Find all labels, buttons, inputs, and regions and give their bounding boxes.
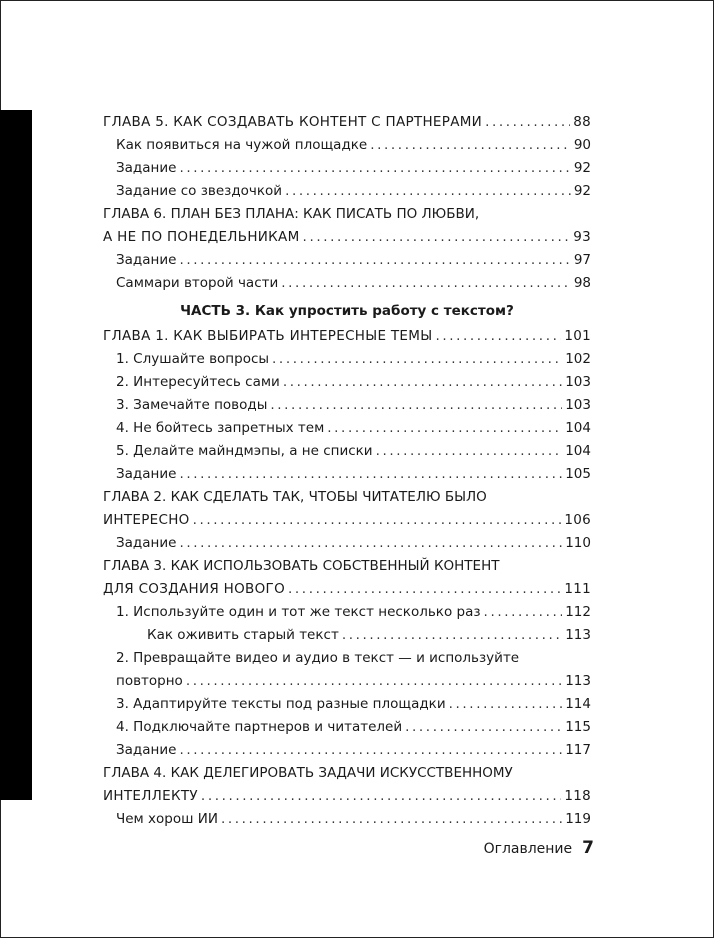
toc-title: ГЛАВА 5. КАК СОЗДАВАТЬ КОНТЕНТ С ПАРТНЕРАМИ bbox=[103, 114, 483, 130]
toc-chapter-line[interactable]: ГЛАВА 3. КАК ИСПОЛЬЗОВАТЬ СОБСТВЕННЫЙ КОНТЕНТ bbox=[103, 558, 500, 574]
dot-leader bbox=[179, 252, 570, 268]
toc-title: Задание bbox=[116, 466, 177, 482]
toc-title: Задание со звездочкой bbox=[116, 183, 283, 199]
dot-leader bbox=[270, 397, 562, 413]
toc-item[interactable] bbox=[103, 176, 591, 199]
dot-leader bbox=[485, 114, 570, 130]
toc-page: 103 bbox=[565, 374, 591, 390]
dot-leader bbox=[272, 351, 562, 367]
side-bar bbox=[0, 110, 32, 800]
footer-section-label: Оглавление bbox=[483, 841, 573, 857]
dot-leader bbox=[193, 512, 562, 528]
toc-title: А НЕ ПО ПОНЕДЕЛЬНИКАМ bbox=[103, 229, 300, 245]
toc-item[interactable] bbox=[103, 436, 591, 459]
dot-leader bbox=[179, 742, 562, 758]
toc-item[interactable] bbox=[103, 735, 591, 758]
dot-leader bbox=[376, 443, 563, 459]
toc-item[interactable] bbox=[103, 459, 591, 482]
toc-title: 1. Используйте один и тот же текст несколько раз bbox=[116, 604, 481, 620]
toc-title: повторно bbox=[116, 673, 183, 689]
dot-leader bbox=[281, 275, 571, 291]
toc-page: 118 bbox=[564, 788, 591, 804]
toc-chapter[interactable] bbox=[103, 222, 591, 245]
toc-item[interactable] bbox=[103, 597, 591, 620]
toc-title: 3. Замечайте поводы bbox=[116, 397, 268, 413]
toc-item[interactable] bbox=[103, 804, 591, 827]
toc-chapter[interactable] bbox=[103, 321, 591, 344]
toc-title: ГЛАВА 1. КАК ВЫБИРАТЬ ИНТЕРЕСНЫЕ ТЕМЫ bbox=[103, 328, 433, 344]
dot-leader bbox=[283, 374, 562, 390]
toc-item-line[interactable]: 2. Превращайте видео и аудио в текст — и используйте bbox=[116, 650, 520, 666]
toc-chapter-line[interactable]: ГЛАВА 2. КАК СДЕЛАТЬ ТАК, ЧТОБЫ ЧИТАТЕЛЮ БЫЛО bbox=[103, 489, 487, 505]
dot-leader bbox=[342, 627, 562, 643]
toc-chapter-line[interactable]: ГЛАВА 4. КАК ДЕЛЕГИРОВАТЬ ЗАДАЧИ ИСКУССТВЕННОМУ bbox=[103, 765, 513, 781]
toc-page: 105 bbox=[565, 466, 591, 482]
dot-leader bbox=[435, 328, 561, 344]
toc-chapter[interactable] bbox=[103, 574, 591, 597]
toc-page: 88 bbox=[573, 114, 591, 130]
dot-leader bbox=[179, 160, 570, 176]
dot-leader bbox=[327, 420, 562, 436]
toc-item[interactable] bbox=[103, 528, 591, 551]
toc-item[interactable] bbox=[103, 390, 591, 413]
dot-leader bbox=[303, 229, 571, 245]
toc-title: Чем хорош ИИ bbox=[116, 811, 218, 827]
dot-leader bbox=[285, 183, 571, 199]
dot-leader bbox=[484, 604, 563, 620]
toc-title: Как оживить старый текст bbox=[147, 627, 339, 643]
toc-page: 115 bbox=[565, 719, 591, 735]
toc-page: 103 bbox=[565, 397, 591, 413]
dot-leader bbox=[186, 673, 562, 689]
dot-leader bbox=[405, 719, 562, 735]
toc-page: 92 bbox=[573, 183, 591, 199]
toc-title: Задание bbox=[116, 160, 177, 176]
toc-item[interactable] bbox=[103, 268, 591, 291]
toc-page: 90 bbox=[573, 137, 591, 153]
toc-title: ДЛЯ СОЗДАНИЯ НОВОГО bbox=[103, 581, 286, 597]
toc-item[interactable] bbox=[103, 367, 591, 390]
toc-item[interactable] bbox=[103, 344, 591, 367]
part-heading[interactable]: ЧАСТЬ 3. Как упростить работу с текстом? bbox=[180, 303, 514, 319]
toc-title: 3. Адаптируйте тексты под разные площадки bbox=[116, 696, 446, 712]
toc-item[interactable] bbox=[103, 130, 591, 153]
toc-chapter-line[interactable]: ГЛАВА 6. ПЛАН БЕЗ ПЛАНА: КАК ПИСАТЬ ПО ЛЮБВИ, bbox=[103, 206, 480, 222]
toc-subitem[interactable] bbox=[103, 620, 591, 643]
toc-chapter[interactable] bbox=[103, 107, 591, 130]
toc-page: 97 bbox=[573, 252, 591, 268]
dot-leader bbox=[449, 696, 563, 712]
dot-leader bbox=[201, 788, 561, 804]
toc-page: 98 bbox=[573, 275, 591, 291]
toc-page: 110 bbox=[565, 535, 591, 551]
dot-leader bbox=[288, 581, 561, 597]
toc-page: 101 bbox=[564, 328, 591, 344]
table-of-contents bbox=[103, 107, 591, 827]
toc-page: 111 bbox=[564, 581, 591, 597]
toc-item[interactable] bbox=[103, 245, 591, 268]
toc-title: Как появиться на чужой площадке bbox=[116, 137, 368, 153]
toc-title: Задание bbox=[116, 252, 177, 268]
toc-page: 106 bbox=[564, 512, 591, 528]
toc-title: 4. Подключайте партнеров и читателей bbox=[116, 719, 403, 735]
toc-title: 4. Не бойтесь запретных тем bbox=[116, 420, 325, 436]
toc-page: 113 bbox=[565, 627, 591, 643]
toc-page: 104 bbox=[565, 420, 591, 436]
toc-chapter[interactable] bbox=[103, 505, 591, 528]
toc-page: 93 bbox=[573, 229, 591, 245]
toc-page: 112 bbox=[565, 604, 591, 620]
dot-leader bbox=[179, 535, 562, 551]
toc-page: 117 bbox=[565, 742, 591, 758]
toc-page: 119 bbox=[565, 811, 591, 827]
toc-page: 102 bbox=[565, 351, 591, 367]
toc-page: 104 bbox=[565, 443, 591, 459]
toc-title: ИНТЕРЕСНО bbox=[103, 512, 190, 528]
dot-leader bbox=[370, 137, 571, 153]
toc-item[interactable] bbox=[103, 413, 591, 436]
toc-page: 114 bbox=[565, 696, 591, 712]
toc-title: ИНТЕЛЛЕКТУ bbox=[103, 788, 198, 804]
toc-title: Задание bbox=[116, 535, 177, 551]
toc-title: Задание bbox=[116, 742, 177, 758]
toc-item[interactable] bbox=[103, 712, 591, 735]
toc-item[interactable] bbox=[103, 689, 591, 712]
toc-page: 92 bbox=[573, 160, 591, 176]
page-number: 7 bbox=[582, 838, 594, 858]
toc-item[interactable] bbox=[103, 153, 591, 176]
toc-item[interactable] bbox=[103, 666, 591, 689]
dot-leader bbox=[179, 466, 562, 482]
toc-title: 2. Интересуйтесь сами bbox=[116, 374, 280, 390]
toc-title: 1. Слушайте вопросы bbox=[116, 351, 270, 367]
dot-leader bbox=[221, 811, 562, 827]
page-footer bbox=[484, 838, 594, 858]
toc-chapter[interactable] bbox=[103, 781, 591, 804]
toc-title: 5. Делайте майндмэпы, а не списки bbox=[116, 443, 373, 459]
toc-page: 113 bbox=[565, 673, 591, 689]
toc-title: Саммари второй части bbox=[116, 275, 279, 291]
